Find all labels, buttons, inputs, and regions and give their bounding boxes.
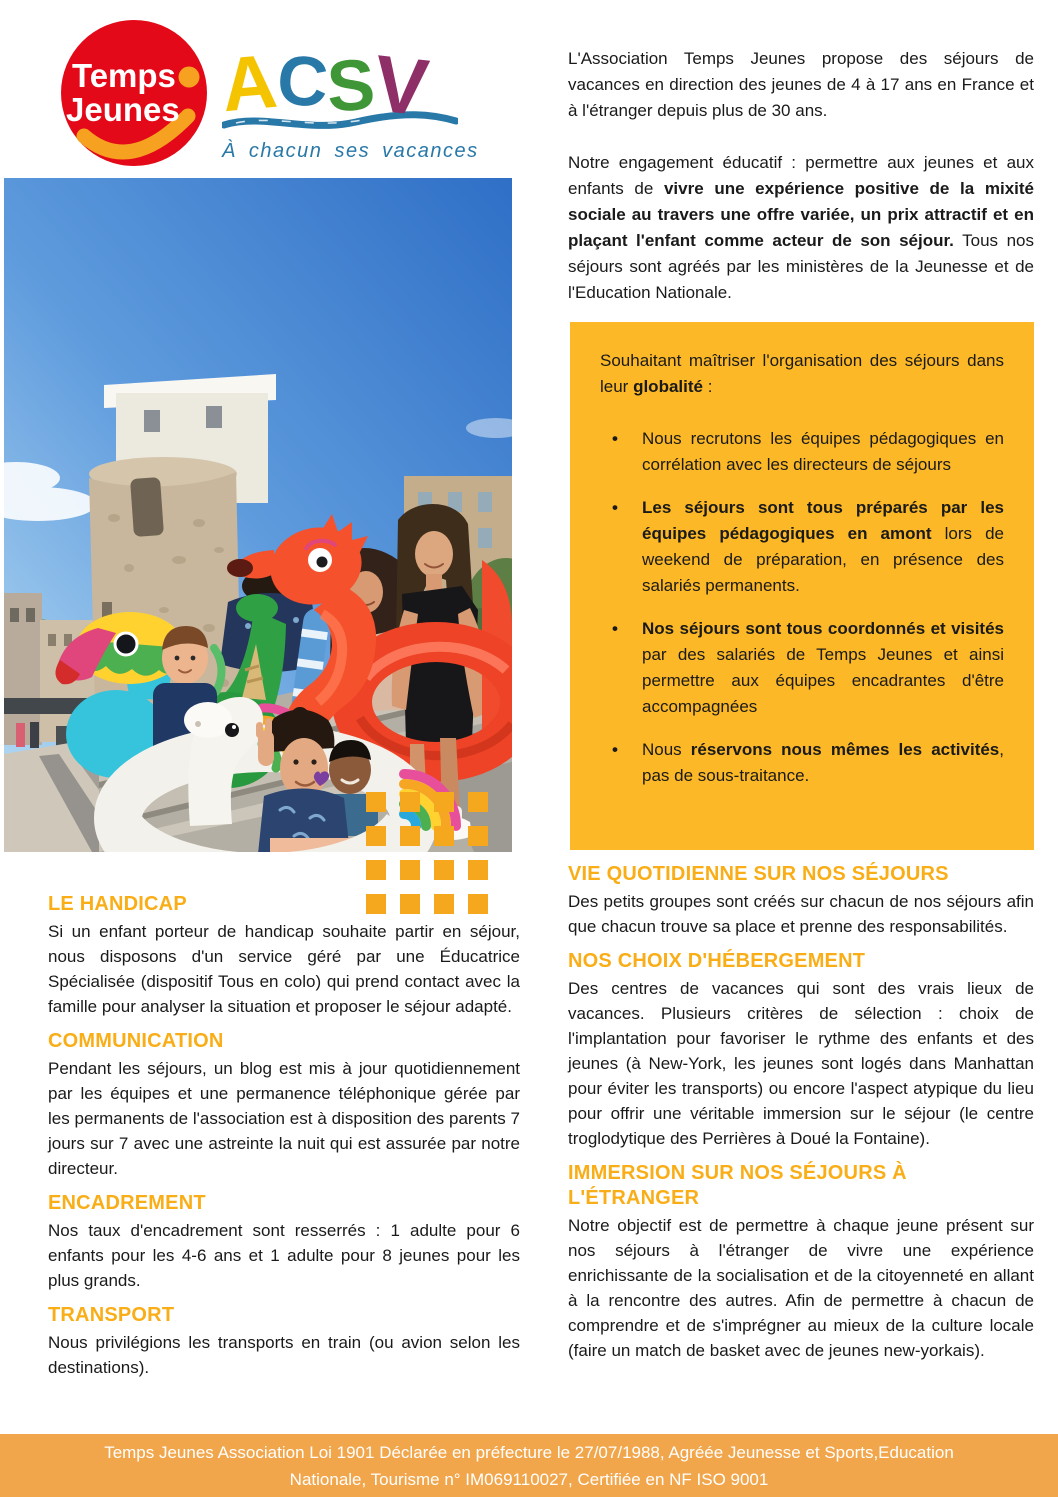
highlight-box-intro: Souhaitant maîtriser l'organisation des séjours dans leur globalité : — [600, 351, 1004, 396]
footer-line-1: Temps Jeunes Association Loi 1901 Déclarée en préfecture le 27/07/1988, Agréée Jeunesse et Sports,Education — [104, 1443, 954, 1462]
acsv-logo — [218, 26, 479, 163]
section-transport — [48, 1303, 520, 1380]
section-encadrement — [48, 1191, 520, 1293]
section-title: IMMERSION SUR NOS SÉJOURS À L'ÉTRANGER — [568, 1162, 907, 1209]
section-title: LE HANDICAP — [48, 893, 187, 915]
acsv-letter-c: C — [274, 40, 331, 122]
logo-word-temps: Temps — [72, 57, 176, 94]
decorative-squares-grid — [366, 792, 488, 914]
section-body: Pendant les séjours, un blog est mis à jour quotidiennement par les équipes et une permanence téléphonique gérée par les permanents de l'association est à disposition des parents 7 jours sur 7 avec une astreinte la nuit qui est assurée par notre directeur. — [48, 1059, 520, 1178]
section-title: ENCADREMENT — [48, 1192, 206, 1214]
section-communication — [48, 1029, 520, 1181]
section-title: NOS CHOIX D'HÉBERGEMENT — [568, 950, 866, 972]
section-title: VIE QUOTIDIENNE SUR NOS SÉJOURS — [568, 863, 949, 885]
section-body: Si un enfant porteur de handicap souhaite partir en séjour, nous disposons d'un service géré par une Éducatrice Spécialisée (dispositif Tous en colo) qui prend contact avec la famille pour analyser la situation et proposer le séjour adapté. — [48, 922, 520, 1016]
section-choix-hebergement — [568, 949, 1034, 1151]
section-body: Des petits groupes sont créés sur chacun de nos séjours afin que chacun trouve sa place et prenne des responsabilités. — [568, 892, 1034, 936]
intro-paragraphs — [568, 46, 1034, 332]
temps-jeunes-logo — [58, 18, 210, 170]
temps-jeunes-logo-graphic — [58, 18, 210, 170]
list-item: • Nous recrutons les équipes pédagogiques en corrélation avec les directeurs de séjours — [600, 426, 1004, 478]
logo-word-jeunes: Jeunes — [66, 91, 180, 128]
intro-paragraph-2: Notre engagement éducatif : permettre aux jeunes et aux enfants de vivre une expérience positive de la mixité sociale au travers une offre variée, un prix attractif et en plaçant l'enfant comme acteur de son séjour. Tous nos séjours sont agréés par les ministères de la Jeunesse et de l'Education Nationale. — [568, 153, 1034, 302]
list-item: • Nous réservons nous mêmes les activités, pas de sous-traitance. — [600, 737, 1004, 789]
acsv-letter-v: V — [370, 38, 433, 133]
intro-paragraph-1: L'Association Temps Jeunes propose des séjours de vacances en direction des jeunes de 4 à 17 ans en France et à l'étranger depuis plus de 30 ans. — [568, 49, 1034, 120]
section-immersion-etranger — [568, 1161, 1034, 1363]
section-body: Notre objectif est de permettre à chaque jeune présent sur nos séjours à l'étranger de vivre une expérience enrichissante de la socialisation et de la citoyenneté en allant à la rencontre des autres. Afin de permettre à chacun de comprendre et de s'imprégner au mieux de la culture locale (faire un match de basket avec de jeunes new-yorkais). — [568, 1216, 1034, 1360]
footer-line-2: Nationale, Tourisme n° IM069110027, Certifiée en NF ISO 9001 — [289, 1470, 769, 1489]
section-body: Nos taux d'encadrement sont resserrés : 1 adulte pour 6 enfants pour les 4-6 ans et 1 adulte pour 8 jeunes pour les plus grands. — [48, 1221, 520, 1290]
right-column — [568, 862, 1034, 1373]
section-title: TRANSPORT — [48, 1304, 175, 1326]
logo-dot — [179, 67, 200, 88]
acsv-letters — [218, 26, 472, 133]
section-body: Nous privilégions les transports en train (ou avion selon les destinations). — [48, 1333, 520, 1377]
acsv-letter-a: A — [218, 38, 281, 129]
left-column — [48, 892, 520, 1390]
highlight-box — [570, 322, 1034, 850]
acsv-tagline: À chacun ses vacances — [222, 140, 479, 162]
acsv-letter-s: S — [325, 44, 378, 128]
list-item: • Les séjours sont tous préparés par les équipes pédagogiques en amont lors de weekend de préparation, en présence des salariés permanents. — [600, 495, 1004, 599]
highlight-box-list — [600, 426, 1004, 789]
section-vie-quotidienne — [568, 862, 1034, 939]
section-title: COMMUNICATION — [48, 1030, 224, 1052]
group-photo — [4, 178, 512, 852]
section-body: Des centres de vacances qui sont des vrais lieux de vacances. Plusieurs critères de sélection : choix de l'implantation pour favoriser le rythme des enfants et des jeunes (à New-York, les jeunes sont logés dans Manhattan pour éviter les transports) ou encore l'aspect atypique du lieu pour offrir une véritable immersion sur le séjour (le centre troglodytique des Perrières à Doué la Fontaine). — [568, 979, 1034, 1148]
footer-bar — [0, 1434, 1058, 1497]
list-item: • Nos séjours sont tous coordonnés et visités par des salariés de Temps Jeunes et ainsi permettre aux équipes encadrantes d'être accompagnées — [600, 616, 1004, 720]
